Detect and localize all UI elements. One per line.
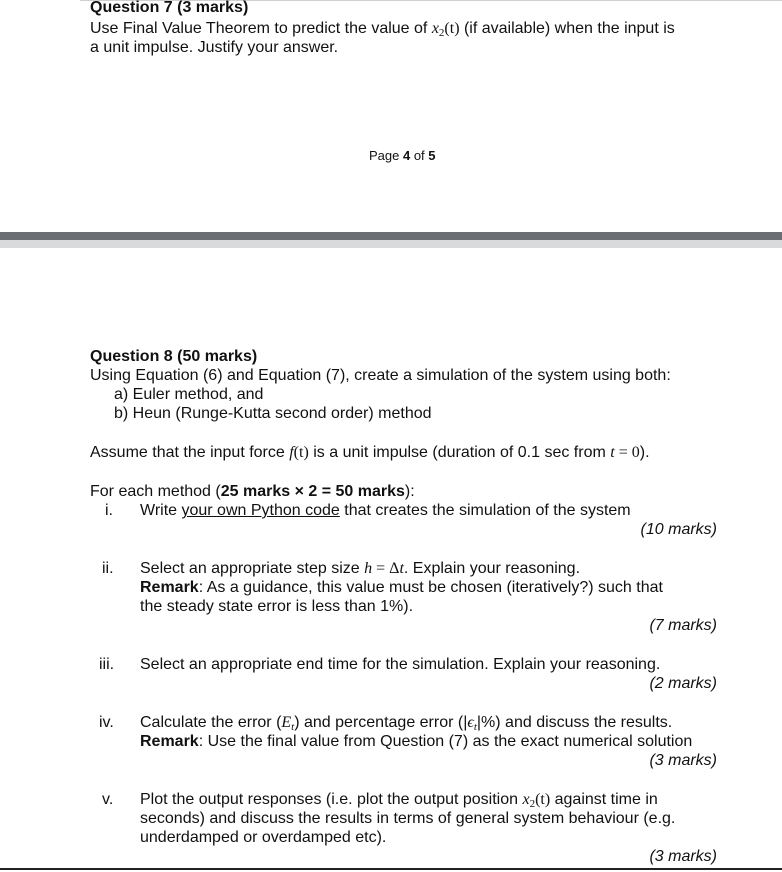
q7-var-arg: (t) [444,20,460,37]
item-ii-post: . Explain your reasoning. [403,560,581,577]
item-iv-number: iv. [99,714,114,731]
q7-text-b: (if available) when the input is [459,20,675,37]
page-bottom-edge [0,868,782,870]
item-iv-var-E-sub: t [291,721,295,733]
item-ii-number: ii. [102,560,114,577]
item-ii-marks: (7 marks) [649,617,717,634]
item-iv-mid: ) and percentage error (| [294,714,468,731]
item-ii-line-1 [140,560,580,578]
item-i-post: that creates the simulation of the system [339,502,631,519]
assume-text-b: is a unit impulse (duration of 0.1 sec from [308,444,611,461]
item-ii-pre: Select an appropriate step size [140,560,365,577]
each-text-a: For each method ( [90,483,221,500]
question-8-intro: Using Equation (6) and Equation (7), create a simulation of the system using both: [90,367,671,384]
item-v-line-3: underdamped or overdamped etc). [140,829,387,846]
item-iii-number: iii. [99,656,115,673]
item-iii-line-1: Select an appropriate end time for the simulation. Explain your reasoning. [140,656,661,673]
method-b: b) Heun (Runge-Kutta second order) method [114,405,432,422]
question-7-line-2: a unit impulse. Justify your answer. [90,39,339,56]
page-separator-band [0,240,782,248]
item-ii-line-2 [140,579,663,597]
assume-var-ft: (t) [293,444,309,461]
item-v-line-2: seconds) and discuss the results in terms of general system behaviour (e.g. [140,810,676,827]
footer-of: of [410,148,429,163]
item-v-var-arg: (t) [535,791,551,808]
item-iv-remark-label: Remark [140,733,199,750]
q7-var-sub: 2 [438,27,445,39]
question-7-heading: Question 7 (3 marks) [90,0,249,16]
item-v-post: against time in [550,791,658,808]
item-ii-eq: = Δ [372,560,400,577]
item-i-pre: Write [140,502,182,519]
assume-text-c: ). [639,444,650,461]
assume-var-f: f [289,444,294,461]
assume-eq: = 0 [614,444,640,461]
item-i-number: i. [105,502,113,519]
item-i-underlined-text: your own Python code [181,502,340,519]
item-ii-remark-text: : As a guidance, this value must be chosen (iteratively?) such that [198,579,663,596]
page-number-footer [369,148,436,163]
each-method-line [90,483,415,501]
item-iv-remark-text: : Use the final value from Question (7) as the exact numerical solution [198,733,693,750]
item-ii-var-h: h [364,560,373,577]
footer-prefix: Page [369,148,403,163]
assume-var-t: t [610,444,615,461]
q7-var-x: x [431,20,439,37]
item-v-var-x: x [522,791,530,808]
item-ii-var-t: t [399,560,404,577]
item-iv-post: |%) and discuss the results. [476,714,673,731]
item-ii-remark-label: Remark [140,579,199,596]
question-8-heading: Question 8 (50 marks) [90,348,258,365]
item-i-line-1 [140,502,631,520]
item-iv-pre: Calculate the error ( [140,714,282,731]
item-iv-line-2 [140,733,692,751]
item-iii-marks: (2 marks) [649,675,717,692]
item-iv-marks: (3 marks) [649,752,717,769]
footer-current-page: 4 [402,148,411,163]
each-text-b: ): [404,483,415,500]
item-v-marks: (3 marks) [649,848,717,865]
footer-total-pages: 5 [428,148,436,163]
item-iv-line-1 [140,714,672,732]
item-v-number: v. [102,791,114,808]
page-separator [0,232,782,240]
item-iv-var-eps: ϵ [467,714,474,731]
question-7-line-1 [90,20,675,38]
item-i-marks: (10 marks) [640,521,717,538]
assume-text-a: Assume that the input force [90,444,290,461]
item-iv-var-E: E [281,714,292,731]
item-v-var-sub: 2 [529,798,536,810]
method-a: a) Euler method, and [114,386,264,403]
item-v-line-1 [140,791,658,809]
item-v-pre: Plot the output responses (i.e. plot the output position [140,791,523,808]
q7-text-a: Use Final Value Theorem to predict the value of [90,20,432,37]
each-marks-bold: 25 marks × 2 = 50 marks [220,483,405,500]
item-ii-line-3: the steady state error is less than 1%). [140,598,414,615]
assumption-line [90,444,650,462]
item-iv-var-eps-sub: t [473,721,477,733]
